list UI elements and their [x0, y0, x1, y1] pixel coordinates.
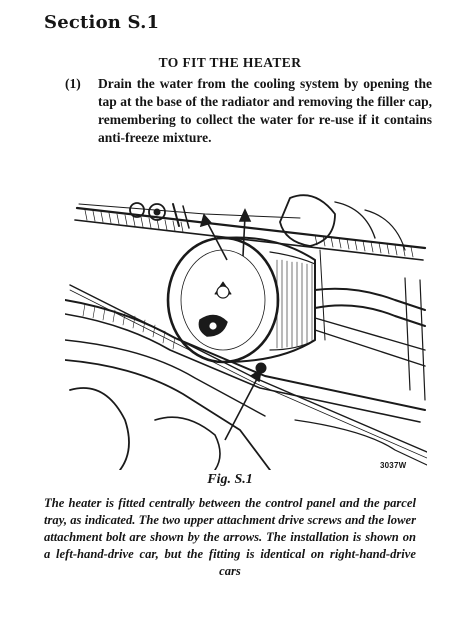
step-text: Drain the water from the cooling system by opening the tap at the base of the radiator and removing the filler cap, remembering to collect the water for re-use if it contains anti-freeze mixture.	[98, 76, 432, 145]
heater-installation-illustration	[65, 190, 427, 470]
figure-description: The heater is fitted centrally between the control panel and the parcel tray, as indicated. The two upper attachment drive screws and the lower attachment bolt are shown by the arrows. The installation is shown on a left-hand-drive car, but the fitting is identical on right-hand-drive cars	[44, 496, 416, 578]
step-number: (1)	[65, 76, 81, 91]
figure-caption: Fig. S.1	[207, 472, 253, 487]
section-heading: Section S.1	[44, 12, 160, 33]
instructions-title: TO FIT THE HEATER	[158, 55, 302, 70]
instruction-step	[65, 75, 432, 147]
figure-code: 3037W	[380, 461, 407, 470]
